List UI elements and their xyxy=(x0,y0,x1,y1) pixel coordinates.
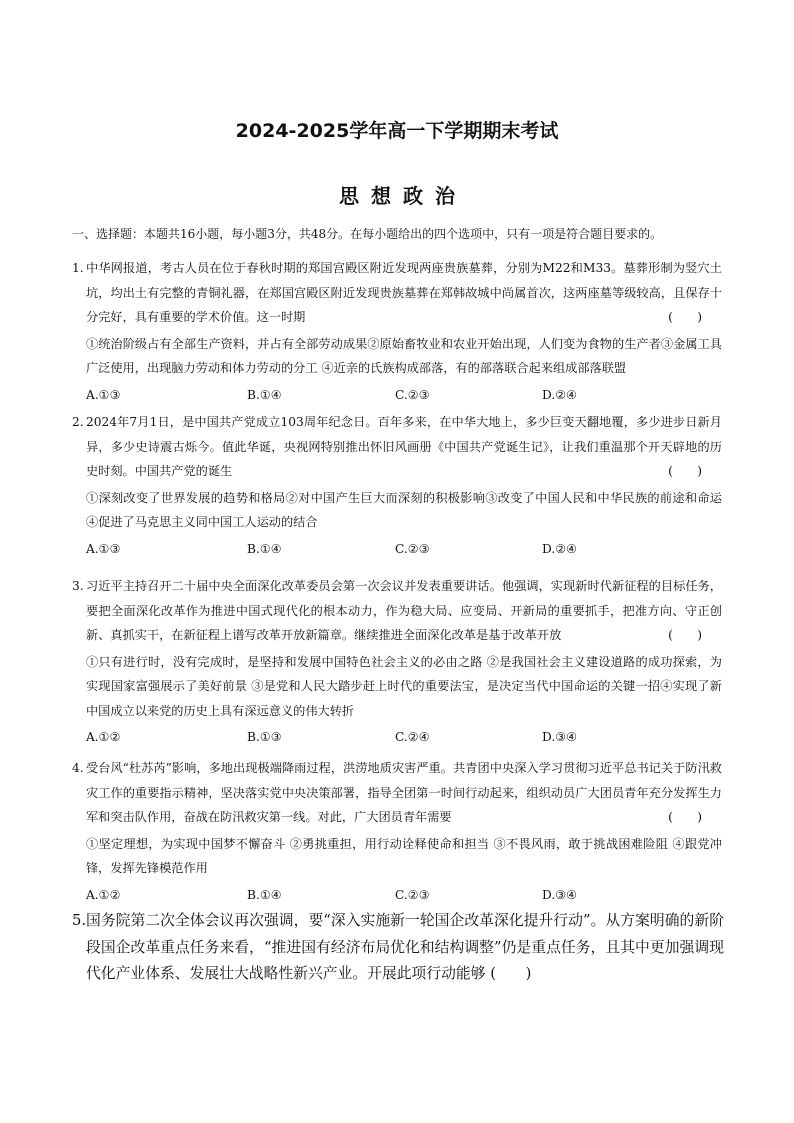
stem-text: 2024年7月1日，是中国共产党成立103周年纪念日。百年多来，在中华大地上，多少巨变天翻地覆，多少进步日新月异，多少史诗震古烁今。值此华诞，央视网特别推出怀旧风画册《中国共产党诞生记》，让我们重温那个开天辟地的历史时刻。中国共产党的诞生 xyxy=(86,415,722,478)
question-stem xyxy=(72,574,722,648)
stem-text: 中华网报道，考古人员在位于春秋时期的郑国宫殿区附近发现两座贵族墓葬，分别为M22和M33。墓葬形制为竖穴土坑，均出土有完整的青铜礼器，在郑国宫殿区附近发现贵族墓葬在郑韩故城中尚属首次，这两座墓等级较高，且保存十分完好，具有重要的学术价值。这一时期 xyxy=(86,261,722,324)
answer-paren: ( ) xyxy=(668,310,702,324)
option-d[interactable]: D.③④ xyxy=(542,887,578,902)
stem-text: 习近平主持召开二十届中央全面深化改革委员会第一次会议并发表重要讲话。他强调，实现新时代新征程的目标任务，要把全面深化改革作为推进中国式现代化的根本动力，作为稳大局、应变局、开新局的重要抓手，把准方向、守正创新、真抓实干，在新征程上谱写改革开放新篇章。继续推进全面深化改革是基于改革开放 xyxy=(86,579,722,642)
stem-text: 国务院第二次全体会议再次强调，要“深入实施新一轮国企改革深化提升行动”。从方案明确的新阶段国企改革重点任务来看，“推进国有经济布局优化和结构调整”仍是重点任务，且其中更加强调现代化产业体系、发展壮大战略性新兴产业。开展此项行动能够 xyxy=(86,912,724,982)
question-stem xyxy=(72,908,724,988)
answer-paren: ( ) xyxy=(490,965,532,982)
option-b[interactable]: B.①④ xyxy=(247,541,282,556)
question-1 xyxy=(72,256,722,407)
question-4 xyxy=(72,756,722,907)
statements: ①统治阶级占有全部生产资料，并占有全部劳动成果②原始畜牧业和农业开始出现，人们变为食物的生产者③金属工具广泛使用，出现脑力劳动和体力劳动的分工 ④近亲的氏族构成部落，有的部落联合起来组成部落联盟 xyxy=(86,336,722,375)
stem-text: 受台风“杜苏芮”影响，多地出现极端降雨过程，洪涝地质灾害严重。共青团中央深入学习贯彻习近平总书记关于防汛救灾工作的重要指示精神，坚决落实党中央决策部署，指导全团第一时间行动起来，组织动员广大团员青年充分发挥生力军和突击队作用，奋战在防汛救灾第一线。对此，广大团员青年需要 xyxy=(86,761,722,824)
question-5 xyxy=(72,908,724,988)
question-2 xyxy=(72,410,722,561)
answer-paren: ( ) xyxy=(668,628,702,642)
option-c[interactable]: C.②③ xyxy=(395,887,430,902)
options-row xyxy=(72,537,722,561)
exam-title: 2024-2025学年高一下学期期末考试 xyxy=(235,120,559,142)
option-b[interactable]: B.①③ xyxy=(247,730,282,744)
question-number: 3. xyxy=(72,579,84,593)
question-number: 1. xyxy=(72,261,84,275)
option-a[interactable]: A.①③ xyxy=(86,387,121,402)
statements: ①深刻改变了世界发展的趋势和格局②对中国产生巨大而深刻的积极影响③改变了中国人民和中华民族的前途和命运 ④促进了马克思主义同中国工人运动的结合 xyxy=(86,490,722,529)
question-stem xyxy=(72,756,722,830)
options-row xyxy=(72,883,722,907)
question-3 xyxy=(72,574,722,749)
option-c[interactable]: C.②④ xyxy=(395,730,430,744)
option-c[interactable]: C.②③ xyxy=(395,541,430,556)
options-row xyxy=(72,383,722,407)
option-d[interactable]: D.②④ xyxy=(542,541,578,556)
option-b[interactable]: B.①④ xyxy=(247,887,282,902)
subject-title: 思想政治 xyxy=(339,184,467,208)
question-stem xyxy=(72,410,722,484)
question-number: 4. xyxy=(72,761,84,775)
options-row xyxy=(72,725,722,749)
option-d[interactable]: D.②④ xyxy=(542,387,578,402)
answer-paren: ( ) xyxy=(668,810,702,824)
option-b[interactable]: B.①④ xyxy=(247,387,282,402)
question-stem xyxy=(72,256,722,330)
option-a[interactable]: A.①② xyxy=(86,887,121,902)
option-a[interactable]: A.①③ xyxy=(86,541,121,556)
question-number: 2. xyxy=(72,415,84,429)
statements: ①坚定理想，为实现中国梦不懈奋斗 ②勇挑重担，用行动诠释使命和担当 ③不畏风雨，敢于挑战困难险阻 ④跟党冲锋，发挥先锋模范作用 xyxy=(86,836,722,875)
section-instructions: 一、选择题：本题共16小题，每小题3分，共48分。在每小题给出的四个选项中，只有一项是符合题目要求的。 xyxy=(72,227,663,241)
answer-paren: ( ) xyxy=(668,464,702,478)
option-a[interactable]: A.①② xyxy=(86,730,121,744)
question-number: 5. xyxy=(72,912,87,929)
statements: ①只有进行时，没有完成时，是坚持和发展中国特色社会主义的必由之路 ②是我国社会主义建设道路的成功探索，为实现国家富强展示了美好前景 ③是党和人民大踏步赶上时代的重要法宝，是决定当代中国命运的关键一招④实现了新中国成立以来党的历史上具有深远意义的伟大转折 xyxy=(86,654,722,718)
option-d[interactable]: D.③④ xyxy=(542,730,578,744)
option-c[interactable]: C.②③ xyxy=(395,387,430,402)
